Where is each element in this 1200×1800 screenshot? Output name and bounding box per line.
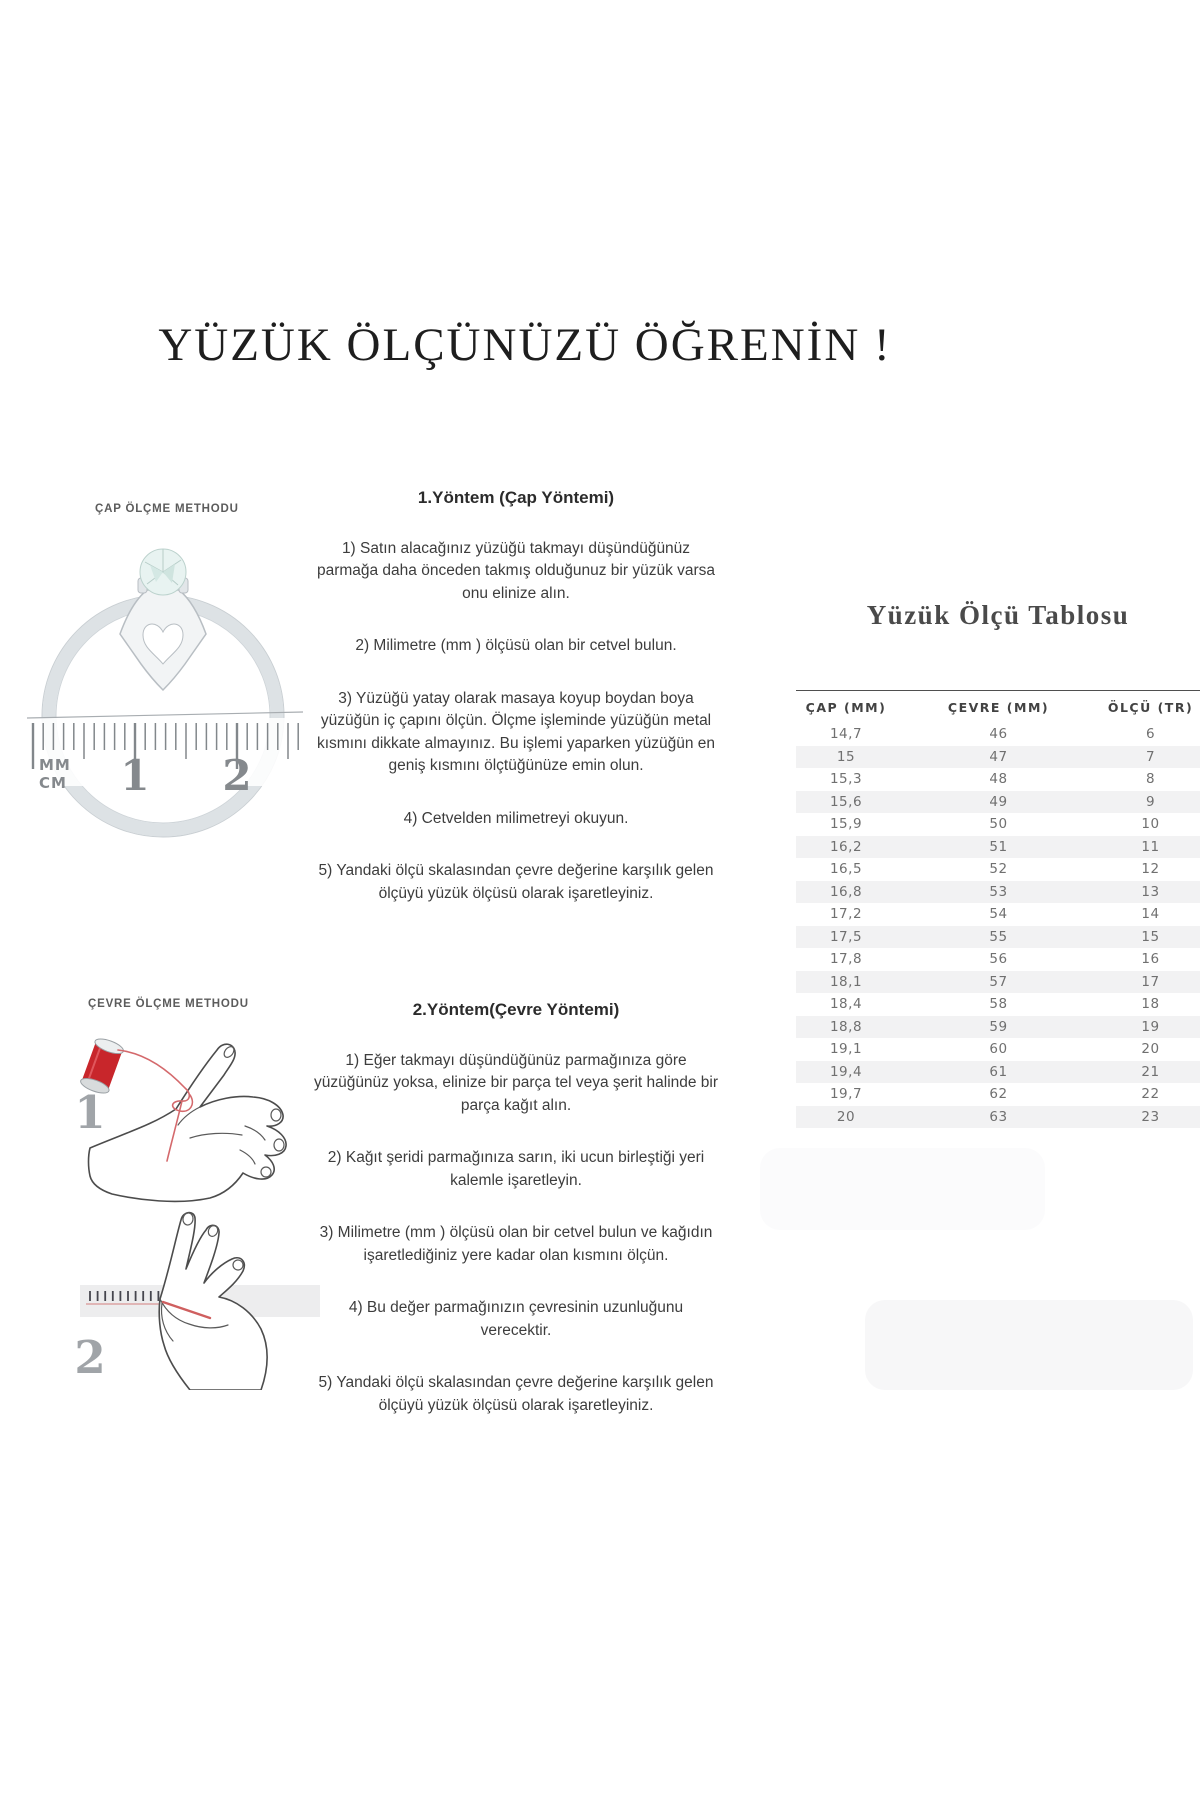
table-cell: 54 [989,906,1008,923]
method-2-heading: 2.Yöntem(Çevre Yöntemi) [412,1000,620,1019]
method-2-step: 2) Kağıt şeridi parmağınıza sarın, iki ucun birleştiği yeri kalemle işaretleyin. [327,1149,705,1189]
table-row [796,1038,1200,1061]
table-row [796,768,1200,791]
table-cell: 15,3 [829,771,863,788]
table-cell: 49 [989,793,1008,810]
table-cell: 46 [989,726,1008,743]
table-cell: 7 [1145,748,1156,765]
ruler-unit-mm: MM [39,756,71,774]
table-cell: 17,2 [829,906,863,923]
figure-1-number: 1 [74,1086,106,1139]
table-row [796,1083,1200,1106]
table-cell: 15 [836,748,856,765]
table-cell: 58 [989,996,1008,1013]
hand-outline [89,1044,287,1201]
table-cell: 59 [989,1018,1008,1035]
size-table-title: Yüzük Ölçü Tablosu [866,600,1130,630]
table-cell: 14,7 [829,726,863,743]
table-cell: 63 [989,1108,1008,1125]
table-row [796,1106,1200,1129]
table-cell: 23 [1141,1108,1160,1125]
table-cell: 19,7 [829,1086,863,1103]
table-cell: 11 [1141,838,1160,855]
method-1-heading: 1.Yöntem (Çap Yöntemi) [417,488,615,507]
method-1-section [312,488,720,935]
size-table-body [796,723,1200,1128]
table-cell: 19 [1141,1018,1160,1035]
table-row [796,858,1200,881]
size-table [796,690,1200,1128]
table-row [796,813,1200,836]
table-row [796,993,1200,1016]
table-cell: 18 [1141,996,1160,1013]
table-row [796,723,1200,746]
table-cell: 55 [989,928,1008,945]
table-cell: 21 [1141,1063,1160,1080]
method-1-step: 4) Cetvelden milimetreyi okuyun. [403,809,629,827]
table-cell: 15 [1141,928,1160,945]
table-cell: 51 [989,838,1008,855]
column-header-olcu: ÖLÇÜ (TR) [1107,699,1194,715]
method-1-step: 1) Satın alacağınız yüzüğü takmayı düşündüğünüz parmağa daha önceden takmış olduğunuz bir yüzük varsa onu elinize alın. [316,540,716,602]
method-2-step: 1) Eğer takmayı düşündüğünüz parmağınıza göre yüzüğünüz yoksa, elinize bir parça tel veya şerit halinde bir parça kağıt alın. [313,1052,719,1114]
table-cell: 17,5 [829,928,863,945]
table-row [796,926,1200,949]
table-cell: 50 [989,816,1008,833]
table-cell: 12 [1141,861,1160,878]
ruler-number-1: 1 [120,751,150,800]
table-cell: 20 [1141,1041,1160,1058]
page-title: YÜZÜK ÖLÇÜNÜZÜ ÖĞRENİN ! [158,319,892,371]
ruler-number-2: 2 [222,751,252,800]
method-2-step: 4) Bu değer parmağınızın çevresinin uzunluğunu verecektir. [348,1299,684,1339]
table-cell: 6 [1145,726,1156,743]
column-header-cap: ÇAP (MM) [805,699,887,715]
diamond-icon [140,549,186,595]
table-cell: 20 [836,1108,856,1125]
method-1-step: 3) Yüzüğü yatay olarak masaya koyup boydan boya yüzüğün iç çapını ölçün. Ölçme işleminde yüzüğün metal kısmını dikkate almayınız. Bu işlemi yaparken yüzüğün en geniş kısmını ölçtüğünüze emin olun. [316,689,716,775]
table-row [796,881,1200,904]
table-cell: 57 [989,973,1008,990]
table-row [796,1061,1200,1084]
table-row [796,971,1200,994]
table-cell: 60 [989,1041,1008,1058]
table-row [796,903,1200,926]
hand-ruler-illustration [40,1205,320,1390]
table-cell: 48 [989,771,1008,788]
method-1-step: 5) Yandaki ölçü skalasından çevre değerine karşılık gelen ölçüyü yüzük ölçüsü olarak işaretleyiniz. [318,862,714,902]
table-cell: 16,8 [829,883,863,900]
ring-ruler-illustration [25,532,305,842]
table-cell: 10 [1141,816,1160,833]
table-cell: 16,2 [829,838,863,855]
table-row [796,791,1200,814]
table-cell: 9 [1145,793,1156,810]
table-cell: 17 [1141,973,1160,990]
method-2-section [312,1000,720,1447]
table-row [796,948,1200,971]
faint-watermark [760,1148,1045,1230]
table-cell: 61 [989,1063,1008,1080]
table-cell: 16 [1141,951,1160,968]
table-cell: 56 [989,951,1008,968]
table-cell: 52 [989,861,1008,878]
table-row [796,836,1200,859]
table-cell: 13 [1141,883,1160,900]
table-cell: 14 [1141,906,1160,923]
table-cell: 22 [1141,1086,1160,1103]
table-cell: 53 [989,883,1008,900]
hand-thread-illustration [40,1028,320,1208]
method-1-step: 2) Milimetre (mm ) ölçüsü olan bir cetvel bulun. [355,637,677,655]
table-cell: 18,4 [829,996,863,1013]
table-cell: 18,1 [829,973,863,990]
table-row [796,1016,1200,1039]
ruler-unit-cm: CM [39,774,67,792]
table-cell: 16,5 [829,861,863,878]
table-cell: 19,1 [829,1041,863,1058]
size-table-header [796,691,1200,723]
table-cell: 8 [1145,771,1156,788]
table-cell: 62 [989,1086,1008,1103]
table-cell: 19,4 [829,1063,863,1080]
circumference-method-label: ÇEVRE ÖLÇME METHODU [88,998,249,1010]
method-2-step: 5) Yandaki ölçü skalasından çevre değerine karşılık gelen ölçüyü yüzük ölçüsü olarak işaretleyiniz. [318,1374,714,1414]
table-cell: 17,8 [829,951,863,968]
method-2-step: 3) Milimetre (mm ) ölçüsü olan bir cetvel bulun ve kağıdın işaretlediğiniz yere kadar olan kısmını ölçün. [319,1224,713,1264]
table-row [796,746,1200,769]
table-cell: 15,9 [829,816,863,833]
faint-watermark [865,1300,1193,1390]
diameter-method-label: ÇAP ÖLÇME METHODU [95,503,239,515]
figure-2-number: 2 [74,1331,106,1384]
table-cell: 47 [989,748,1008,765]
table-cell: 15,6 [829,793,863,810]
column-header-cevre: ÇEVRE (MM) [947,699,1050,715]
table-cell: 18,8 [829,1018,863,1035]
